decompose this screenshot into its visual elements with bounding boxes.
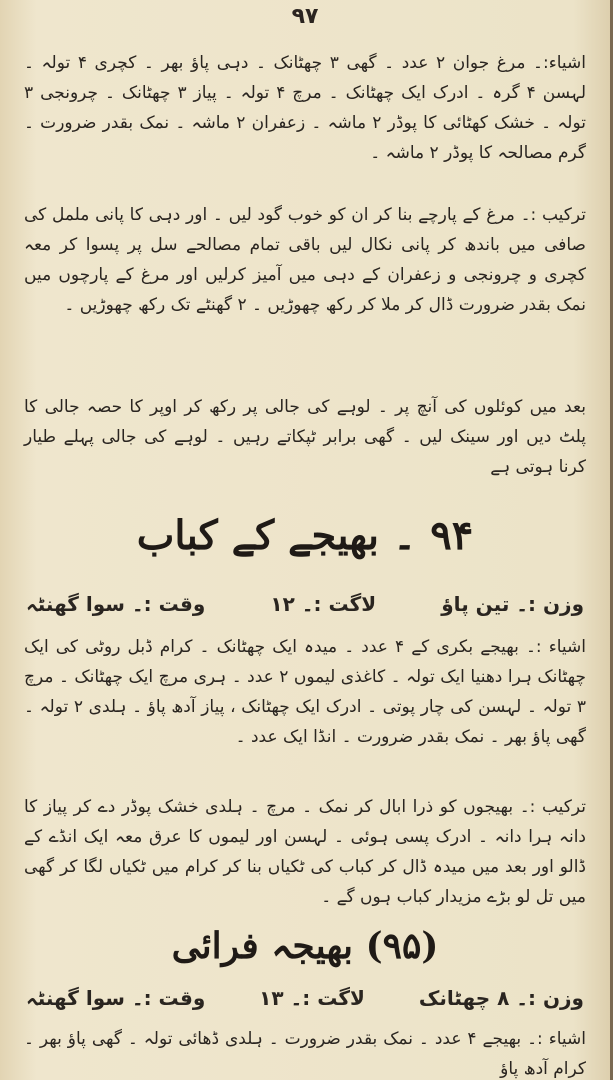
- recipe-95-cost: لاگت :۔ ۱۲: [270, 592, 377, 616]
- recipe-96-cost: لاگت :۔ ۱۳: [259, 986, 365, 1010]
- recipe-94-method-continued: بعد میں کوئلوں کی آنچ پر ۔ لوہے کی جالی پر رکھ کر اوپر کا حصہ جالی کا پلٹ دیں اور سینک لیں ۔ گھی برابر ٹپکاتے رہیں ۔ لوہے کی جالی پہلے طیار کرنا ہوتی ہے: [24, 397, 586, 477]
- page-number: ۹۷: [291, 4, 319, 29]
- recipe-95-time: وقت :۔ سوا گھنٹہ: [26, 592, 206, 616]
- recipe-95-title: ۹۴ ۔ بھیجے کے کباب: [136, 512, 474, 559]
- recipe-96-ingredients: اشیاء :۔ بھیجے ۴ عدد ۔ نمک بقدر ضرورت ۔ ہلدی ڈھائی تولہ ۔ گھی پاؤ بھر ۔ کرام آدھ پاؤ: [24, 1029, 586, 1079]
- recipe-96-weight: وزن :۔ ۸ چھٹانک: [418, 986, 584, 1010]
- recipe-94-ingredients: اشیاء:۔ مرغ جوان ۲ عدد ۔ گھی ۳ چھٹانک ۔ دہی پاؤ بھر ۔ کچری ۴ تولہ ۔ لہسن ۴ گرہ ۔ ادرک ایک چھٹانک ۔ مرچ ۴ تولہ ۔ پیاز ۳ چھٹانک ۔ چرونجی ۳ تولہ ۔ خشک کھٹائی کا پوڈر ۲ ماشہ ۔ زعفران ۲ ماشہ ۔ نمک بقدر ضرورت ۔ گرم مصالحہ کا پوڈر ۲ ماشہ ۔: [24, 53, 587, 163]
- recipe-95-ingredients: اشیاء :۔ بھیجے بکری کے ۴ عدد ۔ میدہ ایک چھٹانک ۔ کرام ڈبل روٹی کی ایک چھٹانک ہرا دھنیا ایک تولہ ۔ کاغذی لیموں ۲ عدد ۔ ہری مرچ ایک چھٹانک ۔ مرچ ۳ تولہ ۔ لہسن کی چار پوتی ۔ ادرک ایک چھٹانک ، پیاز آدھ پاؤ ۔ ہلدی ۲ تولہ ۔ گھی پاؤ بھر ۔ نمک بقدر ضرورت ۔ انڈا ایک عدد ۔: [24, 637, 586, 747]
- recipe-96-meta: [26, 978, 584, 1018]
- recipe-95-weight: وزن :۔ تین پاؤ: [441, 592, 584, 616]
- recipe-95-method: ترکیب :۔ بھیجوں کو ذرا ابال کر نمک ۔ مرچ ۔ ہلدی خشک پوڈر دے کر پیاز کا دانہ ہرا دانہ ۔ ادرک پسی ہوئی ۔ لہسن اور لیموں کا عرق معہ ایک انڈے کے ڈالو اور بعد میں میدہ ڈال کر کباب کی ٹکیاں بنا کر کرام میں ٹکیاں لگا کر گھی میں تل لو بڑے مزیدار کباب ہوں گے ۔: [24, 797, 586, 907]
- recipe-96-title: (۹۵) بھیجہ فرائی: [171, 925, 439, 967]
- recipe-94-method: ترکیب :۔ مرغ کے پارچے بنا کر ان کو خوب گود لیں ۔ اور دہی کا پانی ململ کی صافی میں باندھ کر پانی نکال لیں باقی تمام مصالحے سل پر پسوا کر معہ کچری و چرونجی و زعفران کے دہی میں آمیز کرلیں اور مرغ کے پارچوں میں نمک بقدر ضرورت ڈال کر ملا کر رکھ چھوڑیں ۔ ۲ گھنٹے تک رکھ چھوڑیں ۔: [24, 205, 586, 315]
- recipe-95-meta: [26, 584, 584, 624]
- recipe-96-time: وقت :۔ سوا گھنٹہ: [26, 986, 206, 1010]
